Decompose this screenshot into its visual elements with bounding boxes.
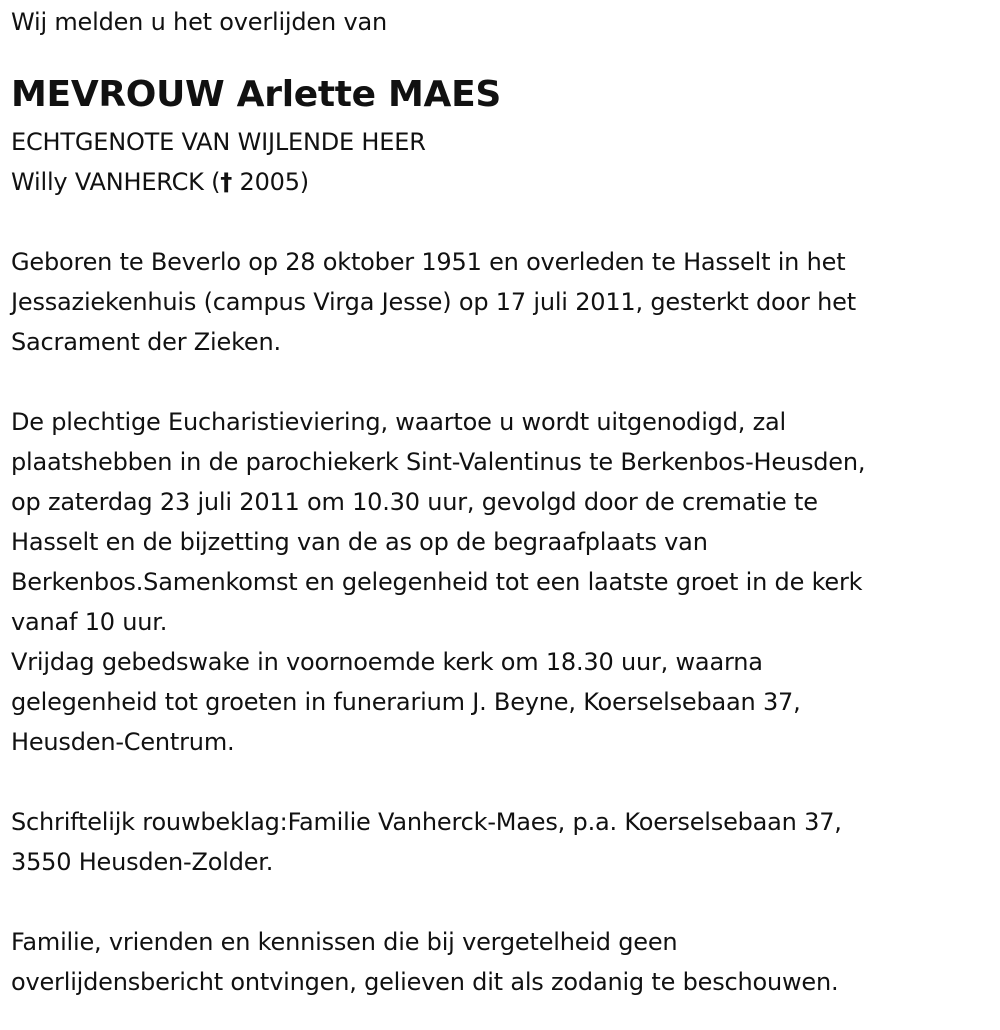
paragraph-line: Jessaziekenhuis (campus Virga Jesse) op 17 juli 2011, gesterkt door het — [11, 288, 856, 316]
paragraph-line: plaatshebben in de parochiekerk Sint-Valentinus te Berkenbos-Heusden, — [11, 448, 866, 476]
condolences-paragraph — [11, 802, 986, 882]
deceased-name: MEVROUW Arlette MAES — [11, 74, 502, 115]
paragraph-line: Vrijdag gebedswake in voornoemde kerk om 18.30 uur, waarna — [11, 648, 763, 676]
relation-text: ECHTGENOTE VAN WIJLENDE HEER — [11, 128, 426, 156]
death-notice — [11, 2, 986, 1002]
paragraph-line: Geboren te Beverlo op 28 oktober 1951 en overleden te Hasselt in het — [11, 248, 846, 276]
spouse-line — [11, 162, 986, 202]
paragraph-line: op zaterdag 23 juli 2011 om 10.30 uur, gevolgd door de crematie te — [11, 488, 818, 516]
birth-death-paragraph — [11, 242, 986, 362]
paragraph-line: overlijdensbericht ontvingen, gelieven dit als zodanig te beschouwen. — [11, 968, 839, 996]
closing-paragraph — [11, 922, 986, 1002]
intro-text: Wij melden u het overlijden van — [11, 8, 387, 36]
paragraph-line: Heusden-Centrum. — [11, 728, 235, 756]
paragraph-line: Berkenbos.Samenkomst en gelegenheid tot een laatste groet in de kerk — [11, 568, 863, 596]
paragraph-line: Hasselt en de bijzetting van de as op de begraafplaats van — [11, 528, 708, 556]
paragraph-line: De plechtige Eucharistieviering, waartoe u wordt uitgenodigd, zal — [11, 408, 786, 436]
paragraph-line: Familie, vrienden en kennissen die bij vergetelheid geen — [11, 928, 678, 956]
paragraph-line: Schriftelijk rouwbeklag:Familie Vanherck-Maes, p.a. Koerselsebaan 37, — [11, 808, 842, 836]
ceremony-paragraph — [11, 402, 986, 762]
cross-icon: † — [220, 168, 233, 196]
spouse-death-year: 2005) — [239, 168, 309, 196]
paragraph-line: Sacrament der Zieken. — [11, 328, 281, 356]
paragraph-line: vanaf 10 uur. — [11, 608, 168, 636]
paragraph-line: 3550 Heusden-Zolder. — [11, 848, 274, 876]
spouse-name: Willy VANHERCK ( — [11, 168, 221, 196]
paragraph-line: gelegenheid tot groeten in funerarium J. Beyne, Koerselsebaan 37, — [11, 688, 801, 716]
